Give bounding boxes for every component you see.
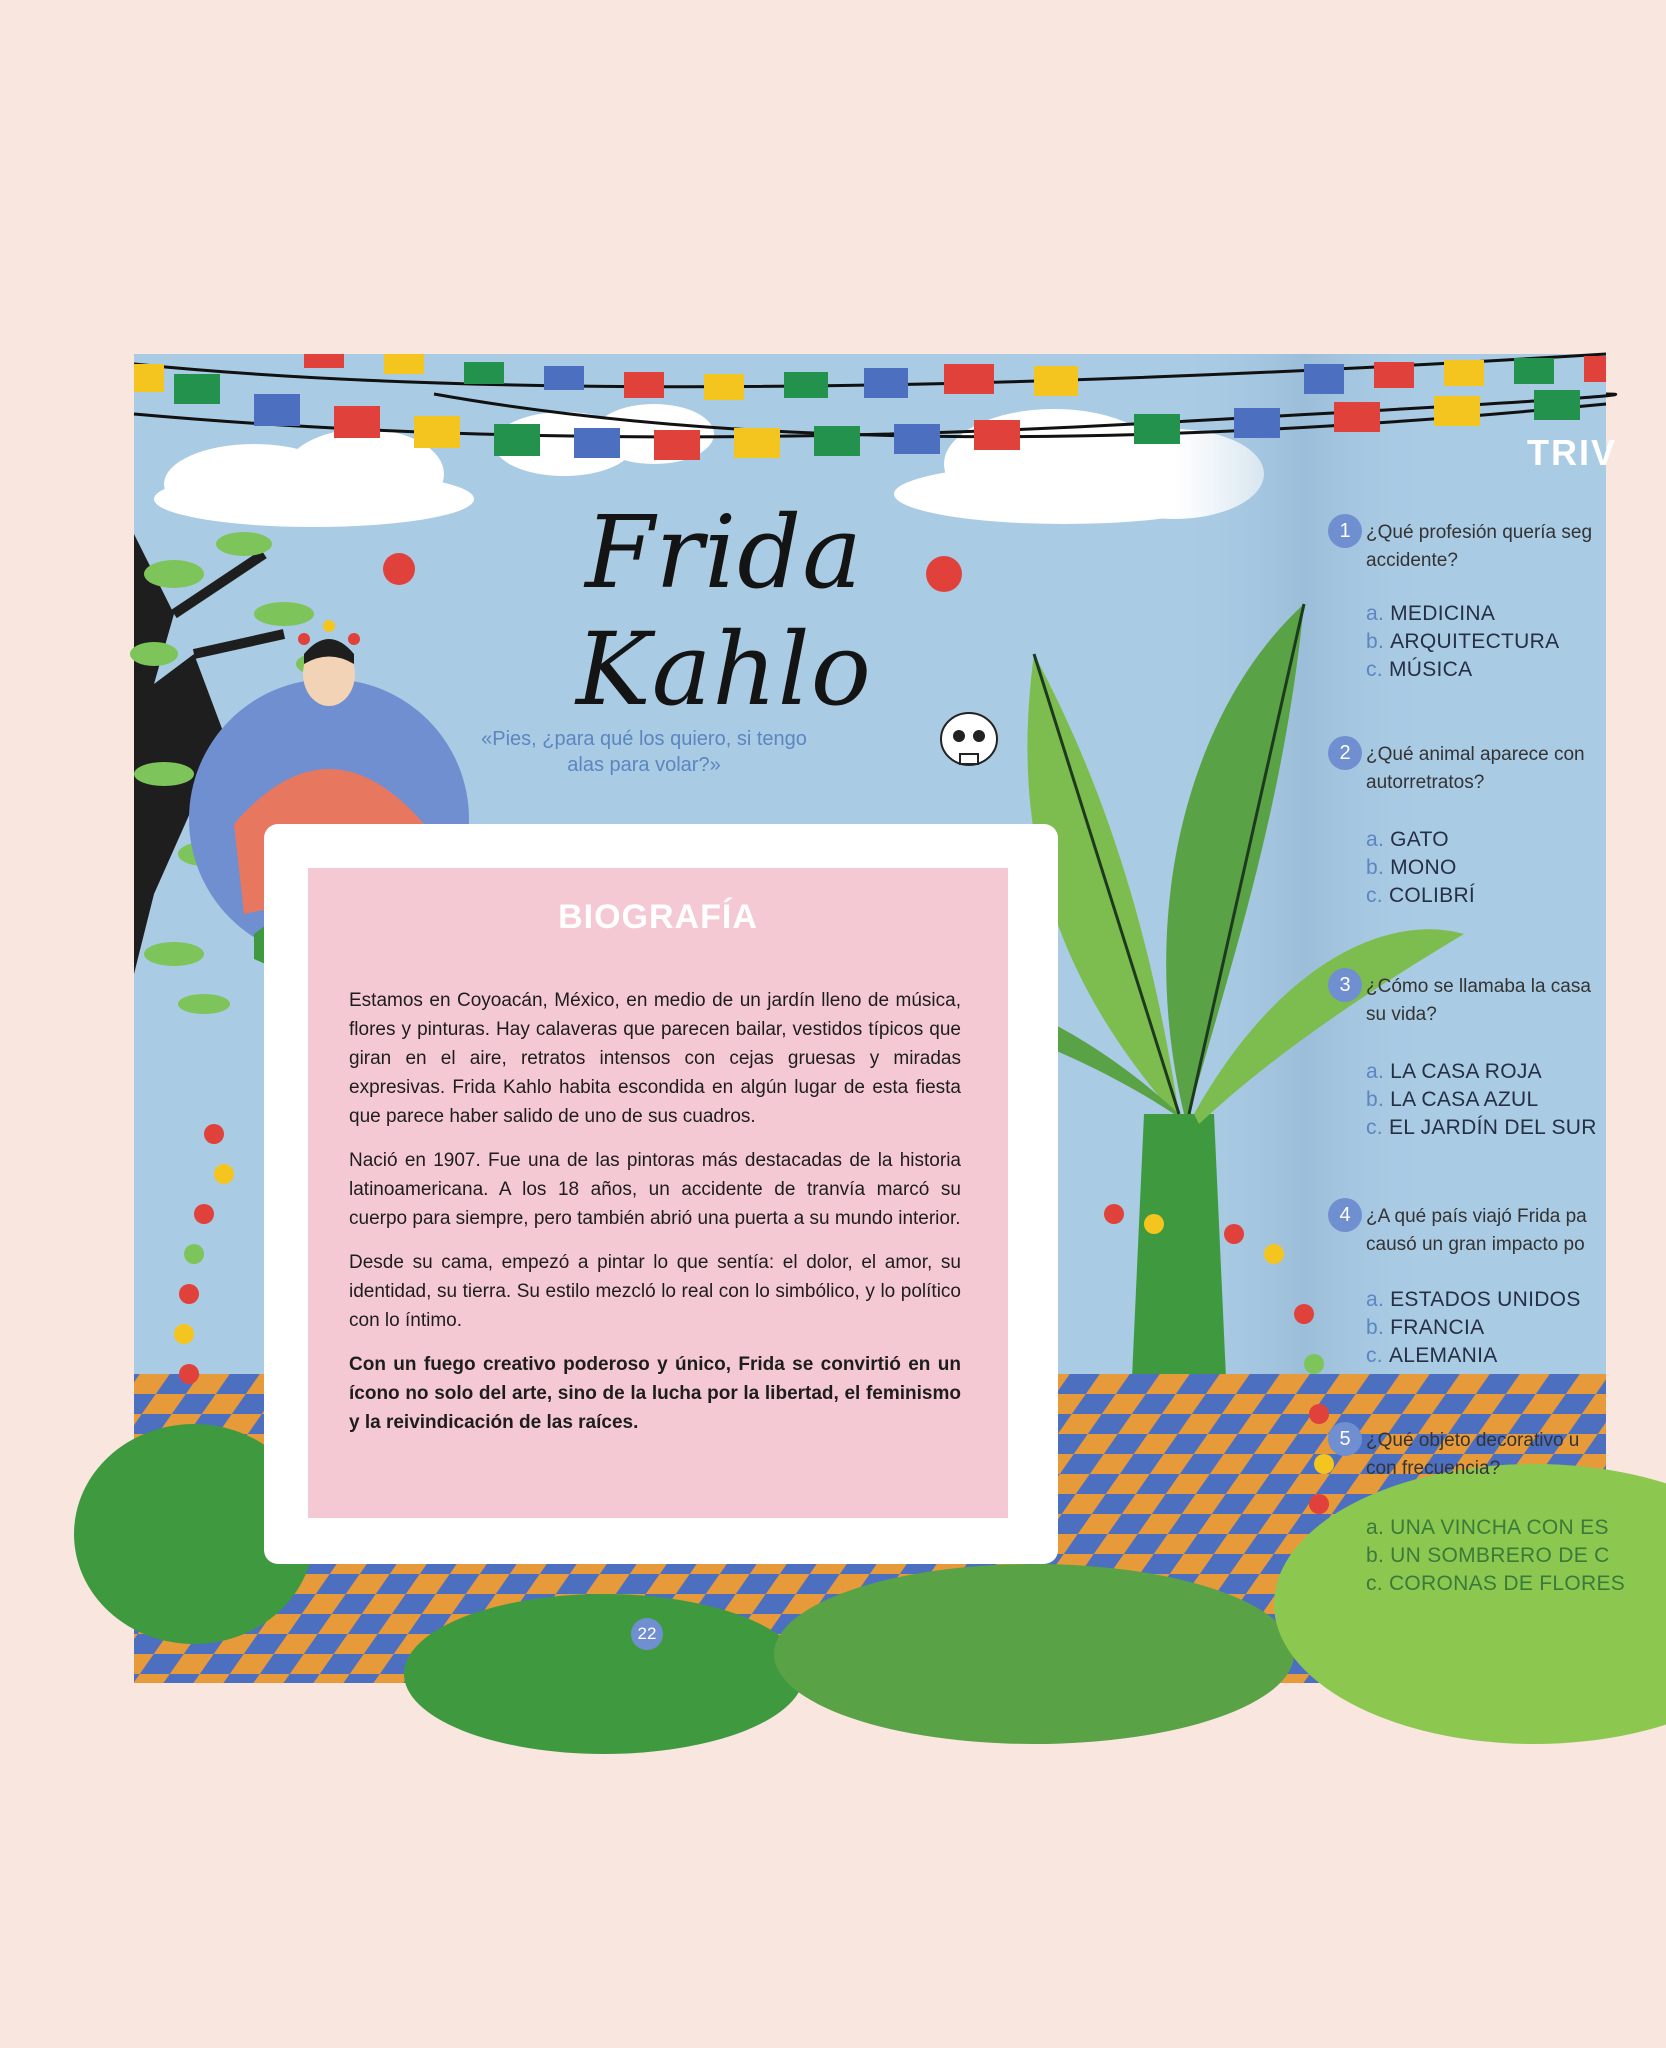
answer-option[interactable]	[1366, 1086, 1666, 1114]
biography-card	[264, 824, 1058, 1564]
option-letter: c.	[1366, 1116, 1383, 1139]
answer-option[interactable]	[1366, 1542, 1666, 1570]
option-text: ARQUITECTURA	[1390, 630, 1560, 653]
question-number: 3	[1328, 968, 1362, 1002]
question-line: autorretratos?	[1366, 772, 1485, 793]
biography-paragraph: Estamos en Coyoacán, México, en medio de un jardín lleno de música, flores y pinturas. Hay calaveras que parecen bailar, vestidos típicos que giran en el aire, retratos intensos con cejas gruesas y miradas expresivas. Frida Kahlo habita escondida en algún lugar de esta fiesta que parece haber salido de uno de sus cuadros.	[349, 990, 961, 1127]
option-letter: a.	[1366, 602, 1385, 625]
option-text: ALEMANIA	[1388, 1344, 1498, 1367]
biography-text	[349, 986, 961, 1452]
answer-option[interactable]	[1366, 854, 1666, 882]
answer-option[interactable]	[1366, 882, 1666, 910]
answer-options	[1366, 1286, 1666, 1370]
answer-option[interactable]	[1366, 628, 1666, 656]
option-letter: a.	[1366, 828, 1385, 851]
answer-option[interactable]	[1366, 656, 1666, 684]
answer-options	[1366, 600, 1666, 684]
answer-option[interactable]	[1366, 1314, 1666, 1342]
question-number: 2	[1328, 736, 1362, 770]
option-letter: b.	[1366, 630, 1385, 653]
answer-option[interactable]	[1366, 1342, 1666, 1370]
option-text: MEDICINA	[1390, 602, 1496, 625]
option-letter: a.	[1366, 1060, 1385, 1083]
question-text	[1366, 973, 1626, 1029]
option-letter: b.	[1366, 1088, 1385, 1111]
option-letter: c.	[1366, 884, 1383, 907]
magazine-spread	[134, 354, 1626, 1683]
question-text	[1366, 519, 1626, 575]
answer-options	[1366, 1514, 1666, 1598]
question-line: su vida?	[1366, 1004, 1437, 1025]
option-letter: b.	[1366, 1544, 1385, 1567]
biography-heading: BIOGRAFÍA	[558, 898, 758, 936]
question-number: 1	[1328, 514, 1362, 548]
question-text	[1366, 741, 1626, 797]
option-letter: c.	[1366, 1572, 1383, 1595]
trivia-section	[1328, 354, 1628, 1683]
answer-option[interactable]	[1366, 600, 1666, 628]
question-line: ¿Qué objeto decorativo u	[1366, 1430, 1580, 1451]
option-letter: a.	[1366, 1288, 1385, 1311]
option-letter: b.	[1366, 856, 1385, 879]
answer-option[interactable]	[1366, 1514, 1666, 1542]
option-text: LA CASA ROJA	[1390, 1060, 1542, 1083]
question-line: ¿Cómo se llamaba la casa	[1366, 976, 1591, 997]
question-text	[1366, 1203, 1626, 1259]
option-text: ESTADOS UNIDOS	[1390, 1288, 1581, 1311]
page-number: 22	[631, 1618, 663, 1650]
option-text: FRANCIA	[1390, 1316, 1485, 1339]
option-text: GATO	[1390, 828, 1449, 851]
answer-options	[1366, 1058, 1666, 1142]
answer-option[interactable]	[1366, 1114, 1666, 1142]
option-letter: a.	[1366, 1516, 1385, 1539]
option-text: MONO	[1390, 856, 1457, 879]
question-line: causó un gran impacto po	[1366, 1234, 1585, 1255]
option-letter: c.	[1366, 658, 1383, 681]
question-number: 5	[1328, 1422, 1362, 1456]
option-text: EL JARDÍN DEL SUR	[1388, 1116, 1597, 1139]
frida-quote: «Pies, ¿para qué los quiero, si tengo alas para volar?»	[481, 728, 807, 776]
option-text: CORONAS DE FLORES	[1388, 1572, 1626, 1595]
option-text: COLIBRÍ	[1388, 884, 1476, 907]
answer-option[interactable]	[1366, 826, 1666, 854]
biography-panel	[308, 868, 1008, 1518]
answer-option[interactable]	[1366, 1058, 1666, 1086]
option-letter: b.	[1366, 1316, 1385, 1339]
question-number: 4	[1328, 1198, 1362, 1232]
question-line: ¿A qué país viajó Frida pa	[1366, 1206, 1587, 1227]
biography-paragraph: Desde su cama, empezó a pintar lo que sentía: el dolor, el amor, su identidad, su tierra. Su estilo mezcló lo real con lo simbólico, y lo político con lo íntimo.	[349, 1252, 961, 1331]
option-text: MÚSICA	[1388, 658, 1473, 681]
question-line: ¿Qué profesión quería seg	[1366, 522, 1593, 543]
option-letter: c.	[1366, 1344, 1383, 1367]
question-text	[1366, 1427, 1626, 1483]
option-text: UN SOMBRERO DE C	[1390, 1544, 1610, 1567]
question-line: ¿Qué animal aparece con	[1366, 744, 1585, 765]
trivia-title: TRIV	[1527, 432, 1618, 473]
question-line: accidente?	[1366, 550, 1458, 571]
answer-option[interactable]	[1366, 1570, 1666, 1598]
question-line: con frecuencia?	[1366, 1458, 1501, 1479]
biography-paragraph: Nació en 1907. Fue una de las pintoras más destacadas de la historia latinoamericana. A los 18 años, un accidente de tranvía marcó su cuerpo para siempre, pero también abrió una puerta a su mundo interior.	[349, 1150, 961, 1229]
option-text: UNA VINCHA CON ES	[1390, 1516, 1609, 1539]
option-text: LA CASA AZUL	[1390, 1088, 1539, 1111]
answer-option[interactable]	[1366, 1286, 1666, 1314]
answer-options	[1366, 826, 1666, 910]
biography-closing: Con un fuego creativo poderoso y único, Frida se convirtió en un ícono no solo del arte, sino de la lucha por la libertad, el feminismo y la reivindicación de las raíces.	[349, 1354, 961, 1433]
page-title: Frida Kahlo	[576, 494, 872, 728]
